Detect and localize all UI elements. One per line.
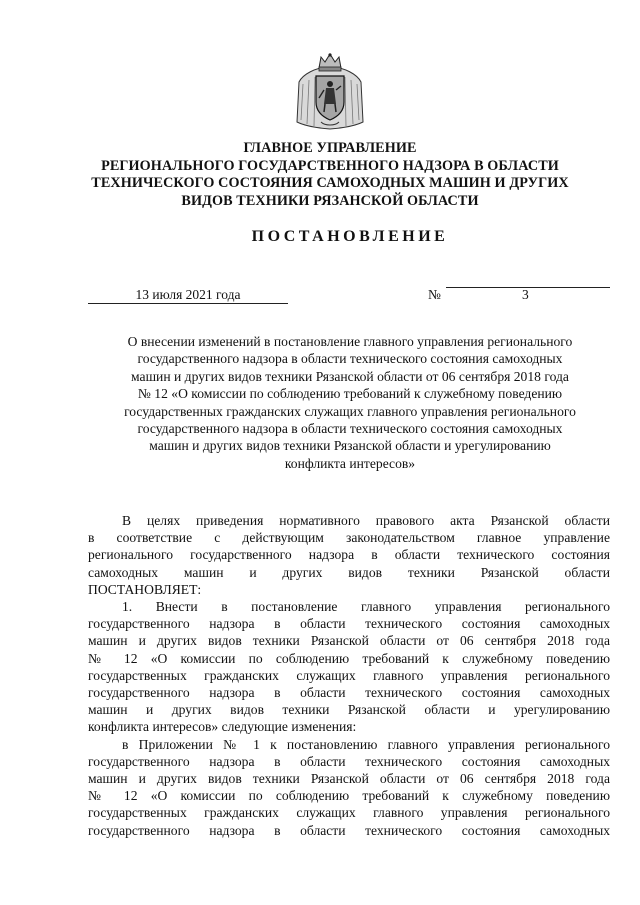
body-line: регионального государственного надзора в области технического состояния: [88, 547, 610, 563]
body-line: машин и других видов техники Рязанской области и урегулированию: [88, 702, 610, 718]
body-line: 1. Внести в постановление главного управления регионального: [122, 599, 610, 615]
body-line: в Приложении № 1 к постановлению главного управления регионального: [122, 736, 610, 752]
org-title-line: ГЛАВНОЕ УПРАВЛЕНИЕ: [243, 140, 417, 156]
body-line: государственного надзора в области технического состояния самоходных: [88, 616, 610, 632]
body-line: № 12 «О комиссии по соблюдению требований к служебному поведению: [88, 788, 610, 804]
subject-line: государственного надзора в области технического состояния самоходных: [137, 351, 563, 367]
document-body: [88, 512, 610, 839]
subject-line: государственного надзора в области технического состояния самоходных: [137, 421, 563, 437]
body-line: конфликта интересов» следующие изменения:: [88, 719, 357, 735]
document-number-field: [446, 287, 610, 302]
document-type-heading: ПОСТАНОВЛЕНИЕ: [251, 228, 449, 245]
subject-line: конфликта интересов»: [284, 455, 416, 471]
body-line: государственного надзора в области технического состояния самоходных: [88, 822, 610, 838]
subject-line: государственных гражданских служащих главного управления регионального: [124, 403, 576, 419]
body-line: государственных гражданских служащих главного управления регионального: [88, 667, 610, 683]
body-line: государственного надзора в области технического состояния самоходных: [88, 685, 610, 701]
body-line: в соответствие с действующим законодательством главное управление: [88, 530, 610, 546]
body-line: В целях приведения нормативного правового акта Рязанской области: [122, 513, 610, 528]
subject-line: О внесении изменений в постановление главного управления регионального: [127, 334, 573, 349]
body-line: государственных гражданских служащих главного управления регионального: [88, 805, 610, 821]
organization-title: [60, 140, 600, 210]
org-title-line: ТЕХНИЧЕСКОГО СОСТОЯНИЯ САМОХОДНЫХ МАШИН И ДРУГИХ: [91, 175, 569, 191]
org-title-line: РЕГИОНАЛЬНОГО ГОСУДАРСТВЕННОГО НАДЗОРА В ОБЛАСТИ: [101, 157, 559, 174]
body-line: государственного надзора в области технического состояния самоходных: [88, 753, 610, 769]
subject-line: машин и других видов техники Рязанской области от 06 сентября 2018 года: [131, 368, 569, 384]
ryazan-coat-of-arms-icon: [295, 52, 365, 130]
body-line: самоходных машин и других видов техники Рязанской области: [88, 564, 610, 580]
document-number: 3: [522, 287, 529, 302]
body-line: машин и других видов техники Рязанской области от 06 сентября 2018 года: [88, 633, 610, 649]
org-title-line: ВИДОВ ТЕХНИКИ РЯЗАНСКОЙ ОБЛАСТИ: [181, 192, 479, 209]
body-line: ПОСТАНОВЛЯЕТ:: [88, 581, 202, 597]
document-date: 13 июля 2021 года: [88, 287, 288, 304]
number-sign: №: [428, 287, 441, 302]
document-subject: [60, 333, 640, 472]
body-line: № 12 «О комиссии по соблюдению требований к служебному поведению: [88, 650, 610, 666]
subject-line: машин и других видов техники Рязанской области и урегулированию: [149, 438, 551, 454]
subject-line: № 12 «О комиссии по соблюдению требований к служебному поведению: [137, 386, 563, 402]
body-line: машин и других видов техники Рязанской области от 06 сентября 2018 года: [88, 771, 610, 787]
